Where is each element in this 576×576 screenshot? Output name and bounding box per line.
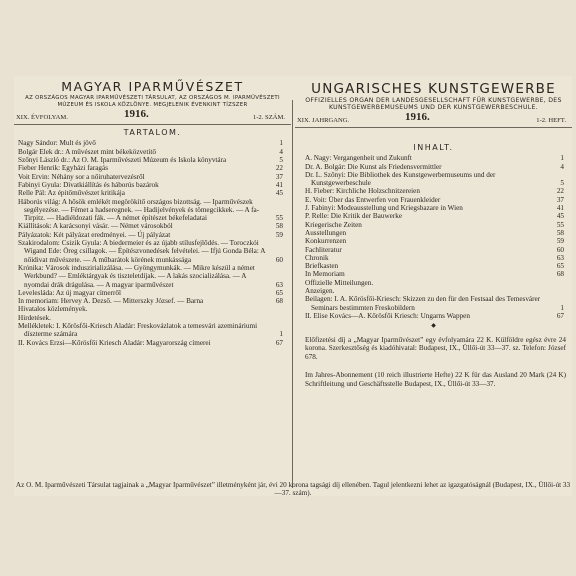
toc-entry (18, 164, 283, 172)
toc-entry (18, 139, 283, 147)
toc-entry-title: Chronik (305, 253, 329, 262)
supplement-item: Beilagen: I. A. Kőrösfői-Kriesch: Skizzen zu den für den Festsaal des Temesvárer Seminars bestimmten Freskobildern 1 (305, 295, 564, 312)
toc-entry-title: Krónika: Városok induszirializálása. — Gyöngymunkák. — Mikre készül a német Werkbund? — Emléktárgyak és tiszteletdíjak. — A lakás szocializálása. — A nyomdai drák drágulása. — A magyar iparművészet (18, 263, 255, 289)
toc-entry (305, 187, 564, 195)
toc-entry-title: Fachliteratur (305, 245, 342, 254)
toc-entry-page: 37 (275, 172, 283, 181)
subscription-info-hu: Előfizetési díj a „Magyar Iparművészet” egy évfolyamára 22 K. Külföldre egész évre 24 korona. Szerkesztőség és kiadóhivatal: Budapest, IX., Üllői-út 33—37. sz. Telefon: József 678. (305, 335, 566, 361)
column-divider (292, 100, 293, 488)
toc-entry-title: Kiállítások: A karácsonyi vásár. — Német városokból (18, 222, 173, 231)
toc-entry-page: 68 (556, 270, 564, 279)
toc-entry (18, 198, 283, 223)
toc-entry-page: 58 (275, 222, 283, 231)
toc-entry (18, 222, 283, 230)
toc-entry-page: 1 (279, 139, 283, 148)
toc-entry (18, 173, 283, 181)
volume-label: XIX. JAHRGANG. (297, 117, 350, 124)
toc-entry (305, 262, 564, 270)
toc-entry-title: Dr. A. Bolgár: Die Kunst als Friedensvermittler (305, 162, 442, 171)
toc-entry (18, 156, 283, 164)
toc-heading-hu: TARTALOM. (123, 128, 182, 138)
toc-entry (305, 287, 564, 295)
toc-entry (305, 204, 564, 212)
membership-note: Az O. M. Iparművészeti Társulat tagjainak a „Magyar Iparművészet” illetményként jár, évi 20 korona tagsági díj ellenében. Tagul jelentkezni lehet az igazgatóságnál (Budapest, IX., Üllői-út 33—37. szám). (15, 481, 571, 497)
toc-entry-title: Fabinyi Gyula: Divatkiállítás és háborús bazárok (18, 180, 159, 189)
toc-entry (18, 181, 283, 189)
year-label: 1916. (405, 111, 430, 123)
subscription-info-de: Im Jahres-Abonnement (10 reich illustrierte Hefte) 22 K für das Ausland 20 Mark (24 K) Schriftleitung und Geschäftsstelle Budapest, IX., Üllői-út 33—37. (305, 371, 566, 388)
toc-entry-page: 59 (275, 230, 283, 239)
toc-entry-page: 37 (556, 195, 564, 204)
toc-entry-page: 67 (275, 338, 283, 347)
toc-entry-title: Anzeigen. (305, 287, 335, 296)
toc-entry (18, 189, 283, 197)
journal-title-de: UNGARISCHES KUNSTGEWERBE (311, 81, 556, 97)
toc-entry-title: II. Kovács Erzsi—Kőrösfői Kriesch Aladár: Magyarország címerei (18, 338, 211, 347)
toc-entry-page: 45 (556, 212, 564, 221)
toc-entry-page: 60 (275, 255, 283, 264)
diamond-ornament: ◆ (431, 323, 436, 330)
toc-entry-title: Háborús világ: A hősök emlékét megörökítő országos bizottság. — Iparművészek segélyezése. — Fémet a hadseregnek. — Hadijelvények és tömegcikkek. — A fa-Tirpitz. — Hadiéldozati fák. — A német építészet békefeladatai (18, 197, 260, 223)
toc-entry-page: 59 (556, 237, 564, 246)
toc-entry-page: 45 (275, 189, 283, 198)
journal-subtitle-hu: AZ ORSZÁGOS MAGYAR IPARMŰVÉSZETI TÁRSULAT, AZ ORSZÁGOS M. IPARMŰVÉSZETI MÚZEUM ÉS ISKOLA KÖZLÖNYE. MEGJELENIK ÉVENKINT TÍZSZER (25, 95, 280, 108)
toc-entry-title: P. Relle: Die Kritik der Bauwerke (305, 212, 403, 221)
toc-entry-page: 65 (275, 288, 283, 297)
toc-entry-title: In memoriam: Hervey A. Dezső. — Mitterszky József. — Barna (18, 297, 204, 306)
toc-entry-page: 58 (556, 228, 564, 237)
toc-entry-page: 63 (556, 253, 564, 262)
toc-entry (305, 279, 564, 287)
german-column (295, 76, 572, 389)
toc-entry-title: A. Nagy: Vergangenheit und Zukunft (305, 154, 412, 163)
toc-entry-title: Briefkasten (305, 262, 339, 271)
toc-entry (305, 246, 564, 254)
toc-entry (18, 314, 283, 322)
toc-entry-page: 1 (560, 154, 564, 163)
toc-entry (18, 305, 283, 313)
toc-entry-page: 5 (279, 156, 283, 165)
issue-number: 1-2. SZÁM. (252, 114, 285, 122)
toc-entry (305, 154, 564, 162)
toc-list-de (305, 154, 564, 295)
toc-entry-page: 65 (556, 262, 564, 271)
volume-label: XIX. ÉVFOLYAM. (16, 114, 68, 122)
toc-entry (305, 163, 564, 171)
toc-entry-title: Szakirodalom: Csizik Gyula: A biedermeier és az újabb stílusfejlődés. — Toroczkói Wigand Ede: Öreg csillagok. — Építészvonedések felvételei. — Ifjú Gonda Béla: A nőidivat művészete. — A műbarátok körének munkássága (18, 239, 266, 264)
issue-number: 1-2. HEFT. (536, 117, 566, 124)
issue-line-de (295, 111, 572, 128)
toc-entry-page: 55 (556, 220, 564, 229)
toc-entry-title: Voit Ervin: Néhány sor a nőiruhatervezésről (18, 172, 145, 181)
supplements-list (305, 295, 564, 320)
toc-entry-page: 22 (556, 187, 564, 196)
toc-entry-title: Szőnyi László dr.: Az O. M. Iparművészeti Múzeum és Iskola könyvtára (18, 156, 227, 165)
toc-entry-page: 68 (275, 297, 283, 306)
toc-entry (305, 254, 564, 262)
toc-entry-title: Offizielle Mitteilungen. (305, 278, 374, 287)
toc-entry (18, 289, 283, 297)
hungarian-column (14, 76, 291, 347)
toc-entry-title: E. Voit: Über das Entwerfen von Frauenkleider (305, 195, 441, 204)
toc-entry (305, 196, 564, 204)
toc-entry-title: Nagy Sándor: Mult és jövő (18, 139, 96, 148)
toc-entry-title: Pályázatok: Két pályázat eredményei. — Új pályázat (18, 230, 171, 239)
toc-entry-page: 60 (556, 245, 564, 254)
toc-entry (18, 297, 283, 305)
toc-entry (305, 171, 564, 188)
supplement-item: II. Elise Kovács—A. Kőrösfői Kriesch: Ungarns Wappen 67 (305, 311, 564, 320)
toc-entry-page: 55 (275, 214, 283, 223)
toc-entry-title: Dr. L. Szőnyi: Die Bibliothek des Kunstgewerbemuseums und der Kunstgewerbeschule (305, 170, 496, 188)
toc-entry (305, 237, 564, 245)
toc-entry-title: Bolgár Elek dr.: A művészet mint békeközvetítő (18, 147, 156, 156)
toc-entry-page: 41 (556, 204, 564, 213)
toc-entry-title: Relle Pál: Az épitőművészet kritikája (18, 189, 125, 198)
toc-entry (18, 264, 283, 289)
toc-entry-title: H. Fieber: Kirchliche Holzschnitzereien (305, 187, 420, 196)
toc-entry-title: Konkurrenzen (305, 237, 347, 246)
toc-entry-title: Mellékletek: I. Kőrösfői-Kriesch Aladár: Freskovázlatok a temesvári azemináriumi díszterme számára (18, 322, 258, 339)
toc-entry-page: 4 (560, 162, 564, 171)
toc-entry (18, 339, 283, 347)
toc-entry-title: In Memoriam (305, 270, 345, 279)
toc-entry (305, 270, 564, 278)
toc-entry-page: 5 (560, 179, 564, 188)
toc-entry-title: Ausstellungen (305, 228, 347, 237)
toc-entry (305, 229, 564, 237)
toc-entry (305, 212, 564, 220)
journal-page (14, 76, 572, 496)
toc-entry-page: 41 (275, 180, 283, 189)
toc-entry-page: 63 (275, 280, 283, 289)
toc-entry-title: Levelesláda: Az új magyar címerről (18, 288, 121, 297)
toc-entry-title: Hirdetések. (18, 313, 51, 322)
toc-entry (305, 221, 564, 229)
toc-entry-title: Kriegerische Zeiten (305, 220, 362, 229)
issue-line-hu (14, 108, 291, 125)
toc-entry-title: Hivatalos közlemények. (18, 305, 88, 314)
toc-entry-page: 22 (275, 164, 283, 173)
toc-entry (18, 148, 283, 156)
toc-entry-page: 4 (279, 147, 283, 156)
toc-entry (18, 231, 283, 239)
journal-subtitle-de: OFFIZIELLES ORGAN DER LANDESGESELLSCHAFT FÜR KUNSTGEWERBE, DES KUNSTGEWERBEMUSEUMS UND DER KUNSTGEWERBESCHULE. (305, 97, 562, 111)
toc-entry (18, 322, 283, 339)
toc-list-hu (18, 139, 283, 346)
journal-title-hu: MAGYAR IPARMŰVÉSZET (61, 79, 244, 94)
toc-entry-title: Fieber Henrik: Egyházi faragás (18, 164, 109, 173)
toc-entry-page: 1 (279, 330, 283, 339)
toc-heading-de: INHALT. (413, 143, 454, 152)
toc-entry (18, 239, 283, 264)
year-label: 1916. (124, 108, 149, 121)
toc-entry-title: J. Fabinyi: Modeausstellung und Kriegsbazare in Wien (305, 204, 463, 213)
